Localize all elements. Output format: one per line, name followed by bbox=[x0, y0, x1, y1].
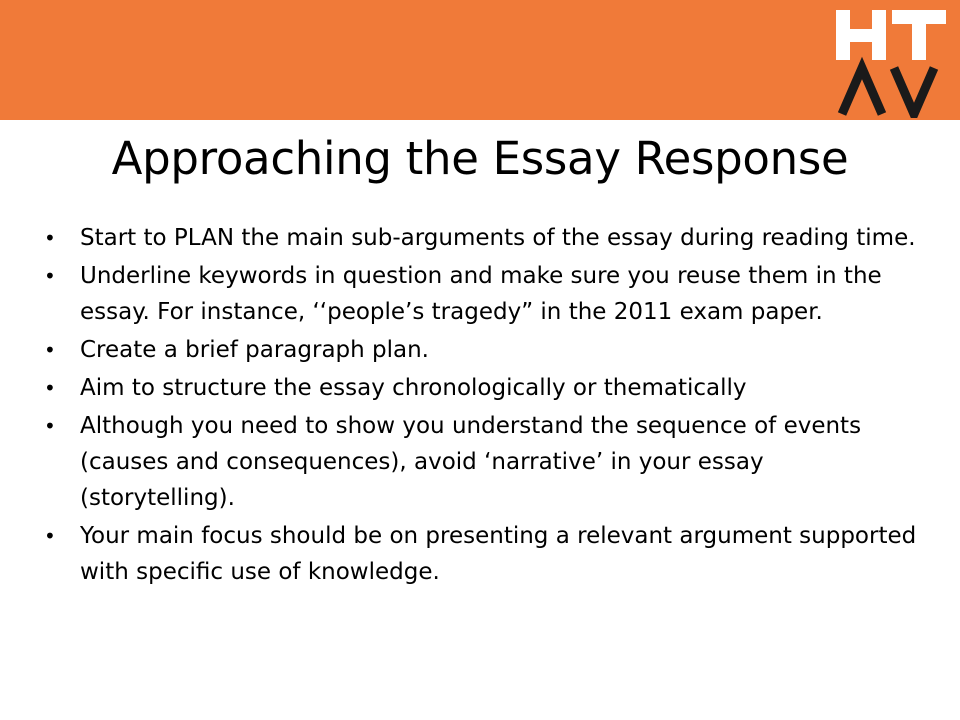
bullet-dot-icon: • bbox=[44, 338, 56, 362]
bullet-item bbox=[42, 220, 922, 256]
htav-logo-icon bbox=[832, 6, 950, 118]
bullet-dot-icon: • bbox=[44, 376, 56, 400]
bullet-dot-icon: • bbox=[44, 524, 56, 548]
bullet-text: Underline keywords in question and make sure you reuse them in the essay. For instance, ‘‘people’s tragedy” in the 2011 exam paper. bbox=[80, 263, 882, 325]
bullet-list bbox=[42, 220, 922, 592]
bullet-dot-icon: • bbox=[44, 264, 56, 288]
bullet-item bbox=[42, 518, 922, 590]
bullet-text: Your main focus should be on presenting a relevant argument supported with specific use of knowledge. bbox=[80, 523, 917, 585]
bullet-text: Aim to structure the essay chronologically or thematically bbox=[80, 375, 747, 401]
bullet-text: Create a brief paragraph plan. bbox=[80, 337, 429, 363]
bullet-item bbox=[42, 370, 922, 406]
bullet-item bbox=[42, 332, 922, 368]
bullet-item bbox=[42, 258, 922, 330]
bullet-text: Start to PLAN the main sub-arguments of the essay during reading time. bbox=[80, 225, 916, 251]
bullet-dot-icon: • bbox=[44, 414, 56, 438]
bullet-item bbox=[42, 408, 922, 516]
bullet-dot-icon: • bbox=[44, 226, 56, 250]
bullet-text: Although you need to show you understand the sequence of events (causes and consequences), avoid ‘narrative’ in your essay (storytelling). bbox=[80, 413, 862, 511]
header-banner bbox=[0, 0, 960, 120]
slide-title: Approaching the Essay Response bbox=[111, 132, 849, 185]
